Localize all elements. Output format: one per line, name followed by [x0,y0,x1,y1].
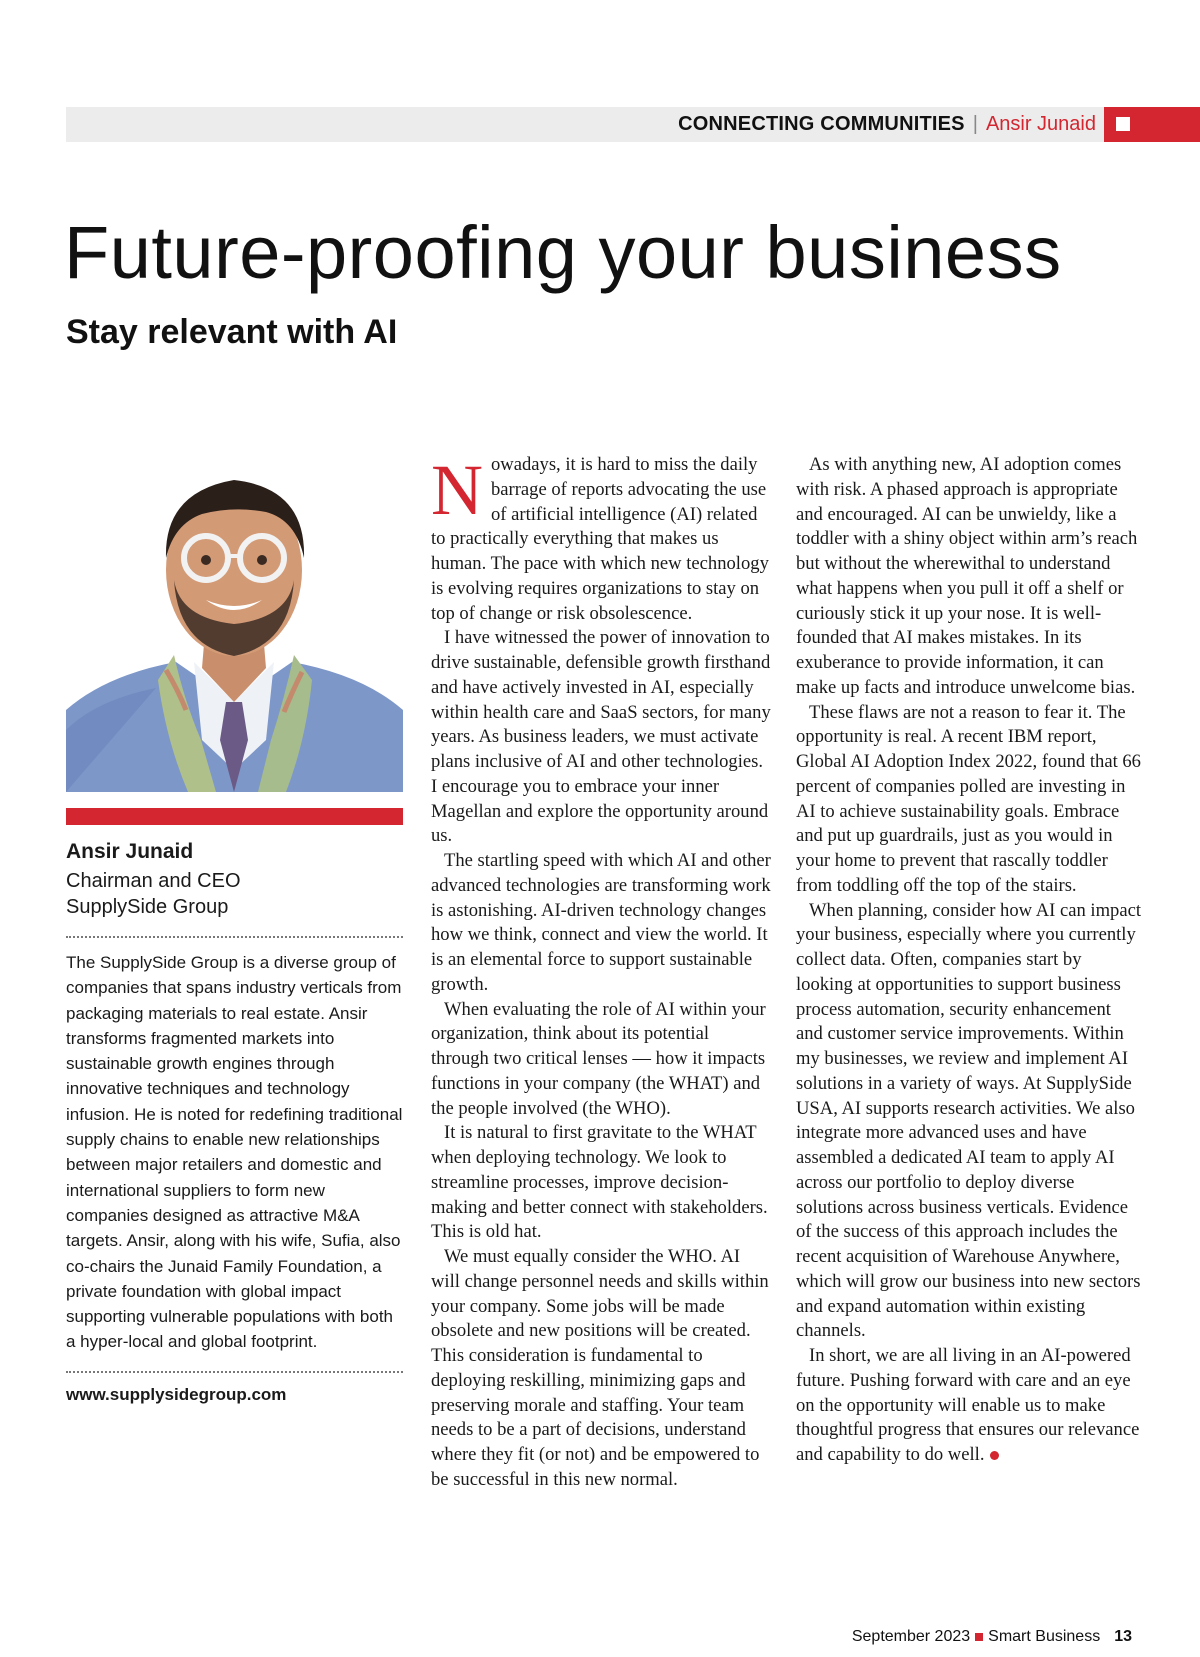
author-company: SupplySide Group [66,896,229,918]
drop-cap: N [431,450,483,530]
author-bio: The SupplySide Group is a diverse group of companies that spans industry verticals from packaging materials to real estate. Ansir transforms fragmented markets into sustainable growth engines through innovative techniques and technology infusion. He is noted for redefining traditional supply chains to enable new relationships between major retailers and domestic and international suppliers to form new companies designed as attractive M&A targets. Ansir, along with his wife, Sufia, also co-chairs the Junaid Family Foundation, a private foundation with global impact supporting vulnerable populations with both a hyper-local and global footprint. [66,953,403,1352]
website-link[interactable]: www.supplysidegroup.com [66,1384,287,1404]
paragraph: When planning, consider how AI can impact your business, especially where you currently collect data. Often, companies start by looking at opportunities to support business process automation, security enhancement and customer service improvements. Within my businesses, we review and implement AI solutions in a variety of ways. At SupplySide USA, AI supports research activities. We also integrate more advanced uses and have assembled a dedicated AI team to apply AI across our portfolio to deploy diverse solutions across business verticals. Evidence of the success of this approach includes the recent acquisition of Warehouse Anywhere, which will grow our business into new sectors and expand automation within existing channels. [796,899,1142,1342]
paragraph: We must equally consider the WHO. AI will change personnel needs and skills within your company. Some jobs will be made obsolete and new positions will be created. This consideration is fundamental to deploying reskilling, minimizing gaps and preserving morale and staffing. Your team needs to be a part of decisions, understand where they fit (or not) and be empowered to be successful in this new normal. [431,1246,769,1490]
page-number: 13 [1114,1628,1132,1645]
divider [66,936,403,938]
paragraph: The startling speed with which AI and other advanced technologies are transforming work is astonishing. AI-driven technology changes how we think, connect and view the world. It is an elemental force to support sustainable growth. [431,850,771,995]
article-subtitle: Stay relevant with AI [66,313,398,351]
divider [66,1371,403,1373]
header-separator: | [972,113,978,135]
author-box [66,840,403,1405]
paragraph: I have witnessed the power of innovation to drive sustainable, defensible growth firsthand and have actively invested in AI, especially within health care and SaaS sectors, for many years. As business leaders, we must activate plans inclusive of AI and other technologies. I encourage you to embrace your inner Magellan and explore the opportunity around us. [431,627,771,847]
page-footer [852,1628,1132,1646]
red-rule [66,808,403,825]
header-accent-block [1104,107,1200,142]
author-photo [66,440,403,792]
header-text [678,107,1096,142]
paragraph [431,450,771,626]
footer-publication: Smart Business [988,1628,1101,1645]
paragraph-text: In short, we are all living in an AI-powered future. Pushing forward with care and an eye on the opportunity will enable us to make thoughtful progress that ensures our relevance and capability to do well. [796,1345,1140,1465]
paragraph: It is natural to first gravitate to the WHAT when deploying technology. We look to streamline processes, improve decision-making and better connect with stakeholders. This is old hat. [431,1122,768,1243]
author-name: Ansir Junaid [66,840,194,863]
article-column-1 [431,450,771,1493]
paragraph: As with anything new, AI adoption comes with risk. A phased approach is appropriate and encouraged. AI can be unwieldy, like a toddler with a shiny object within arm’s reach but without the wherewithal to understand what happens when you pull it off a shelf or curiously stick it up your nose. It is well-founded that AI makes mistakes. In its exuberance to provide information, it can make up facts and introduce unwelcome bias. [796,454,1138,698]
header-section: CONNECTING COMMUNITIES [678,113,965,135]
end-mark-icon [990,1451,999,1460]
paragraph: When evaluating the role of AI within your organization, think about its potential through two critical lenses — how it impacts functions in your company (the WHAT) and the people involved (the WHO). [431,998,766,1119]
author-role: Chairman and CEO [66,870,241,892]
article-title: Future-proofing your business [64,211,1062,294]
square-icon [1116,117,1130,131]
paragraph [796,1344,1141,1468]
square-icon [975,1633,983,1641]
header-author: Ansir Junaid [985,113,1096,135]
paragraph-text: owadays, it is hard to miss the daily barrage of reports advocating the use of artificial intelligence (AI) related to practically everything that makes us human. The pace with which new technology is evolving requires organizations to stay on top of change or risk obsolescence. [431,454,769,624]
article-column-2 [796,453,1141,1468]
footer-date: September 2023 [851,1628,971,1645]
paragraph: These flaws are not a reason to fear it. The opportunity is real. A recent IBM report, Global AI Adoption Index 2022, found that 66 percent of companies polled are investing in AI to achieve sustainability goals. Embrace and put up guardrails, just as you would in your home to prevent that rascally toddler from toddling off the top of the stairs. [796,701,1141,896]
